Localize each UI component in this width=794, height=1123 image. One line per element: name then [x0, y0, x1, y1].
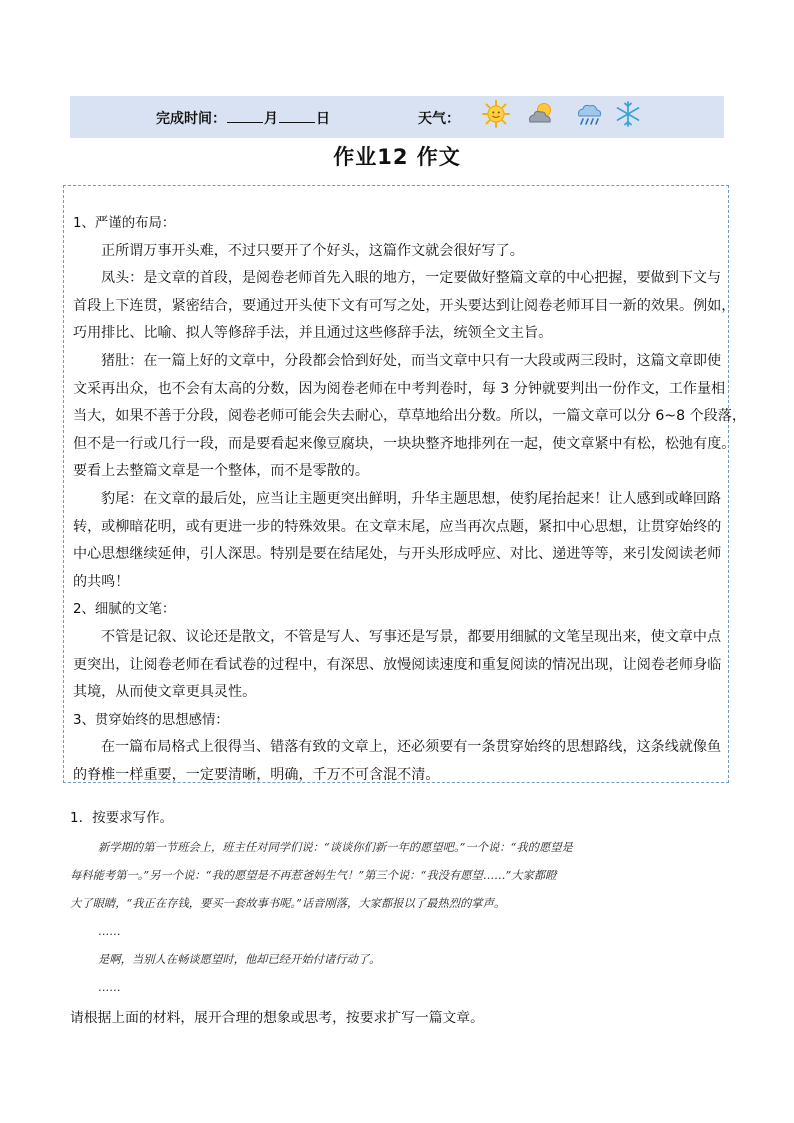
guide-text-line: 巧用排比、比喻、拟人等修辞手法，并且通过这些修辞手法，统领全文主旨。: [73, 325, 553, 342]
material-line: ……: [98, 981, 121, 994]
task-instruction: 请根据上面的材料，展开合理的想象或思考，按要求扩写一篇文章。: [70, 1010, 484, 1026]
month-unit: 月: [264, 111, 278, 127]
page-title: 作业12 作文: [333, 145, 461, 169]
day-unit: 日: [316, 111, 330, 127]
guide-text-line: 文采再出众，也不会有太高的分数，因为阅卷老师在中考判卷时，每 3 分钟就要判出一份作文，工作量相: [73, 380, 726, 397]
material-line: 是啊，当别人在畅谈愿望时，他却已经开始付诸行动了。: [98, 953, 381, 966]
writing-task: [70, 808, 730, 1028]
time-label: 完成时间：: [156, 111, 226, 127]
guide-text-line: 凤头：是文章的首段，是阅卷老师首先入眼的地方，一定要做好整篇文章的中心把握，要做到下文与: [101, 270, 722, 287]
guide-text-line: 但不是一行或几行一段，而是要看起来像豆腐块，一块块整齐地排列在一起，使文章紧中有松，松弛有度。: [73, 435, 736, 452]
guide-text-line: 要看上去整篇文章是一个整体，而不是零散的。: [73, 463, 369, 480]
guide-text-line: 猪肚：在一篇上好的文章中，分段都会恰到好处，而当文章中只有一大段或两三段时，这篇文章即使: [101, 352, 722, 369]
partly-cloudy-icon: [525, 99, 555, 129]
material-line: 新学期的第一节班会上，班主任对同学们说：“谈谈你们新一年的愿望吧。”一个说：“我的愿望是: [98, 841, 573, 854]
guide-text-line: 中心思想继续延伸，引人深思。特别是要在结尾处，与开头形成呼应、对比、递进等等，来引发阅读老师: [73, 546, 722, 563]
task-prompt: 1．按要求写作。: [70, 810, 174, 826]
writing-guide-text: [73, 210, 746, 789]
day-blank: [279, 110, 315, 123]
writing-guide-box: [63, 185, 746, 783]
guide-text-line: 更突出，让阅卷老师在看试卷的过程中，有深思、放慢阅读速度和重复阅读的情况出现，让阅卷老师身临: [73, 656, 722, 673]
month-blank: [227, 110, 263, 123]
material-line: ……: [98, 925, 121, 938]
sun-icon: [481, 99, 511, 129]
guide-text-line: 的脊椎一样重要，一定要清晰，明确，千万不可含混不清。: [73, 766, 440, 783]
guide-text-line: 其境，从而使文章更具灵性。: [73, 684, 257, 701]
guide-text-line: 首段上下连贯，紧密结合，要通过开头使下文有可写之处，开头要达到让阅卷老师耳目一新的效果。例如，: [73, 297, 736, 314]
guide-text-line: 不管是记叙、议论还是散文，不管是写人、写事还是写景，都要用细腻的文笔呈现出来，使文章中点: [101, 628, 722, 645]
weather-label: 天气：: [418, 111, 460, 127]
material-line: 每科能考第一。”另一个说：“我的愿望是不再惹爸妈生气！”第三个说：“我没有愿望……”大家都瞪: [70, 869, 557, 882]
guide-text-line: 转，或柳暗花明，或有更进一步的特殊效果。在文章末尾，应当再次点题，紧扣中心思想，让贯穿始终的: [73, 518, 722, 535]
material-line: 大了眼睛，“我正在存钱，要买一套故事书呢。”话音刚落，大家都报以了最热烈的掌声。: [70, 897, 506, 910]
completion-time-label: [156, 108, 330, 128]
guide-text-line: 当大，如果不善于分段，阅卷老师可能会失去耐心，草草地给出分数。所以，一篇文章可以分 6~8 个段落，: [73, 408, 746, 425]
section-heading: 3、贯穿始终的思想感情：: [73, 712, 229, 728]
section-heading: 1、严谨的布局：: [73, 216, 176, 231]
snowflake-icon: [613, 99, 643, 129]
task-material: [70, 834, 730, 1002]
rain-cloud-icon: [574, 99, 604, 129]
section-heading: 2、细腻的文笔：: [73, 602, 176, 618]
guide-text-line: 的共鸣！: [73, 573, 130, 590]
guide-text-line: 正所谓万事开头难，不过只要开了个好头，这篇作文就会很好写了。: [101, 242, 524, 259]
guide-text-line: 豹尾：在文章的最后处，应当让主题更突出鲜明，升华主题思想，使豹尾抬起来！让人感到或峰回路: [101, 490, 722, 507]
guide-text-line: 在一篇布局格式上很得当、错落有致的文章上，还必须要有一条贯穿始终的思想路线，这条线就像鱼: [101, 739, 722, 756]
